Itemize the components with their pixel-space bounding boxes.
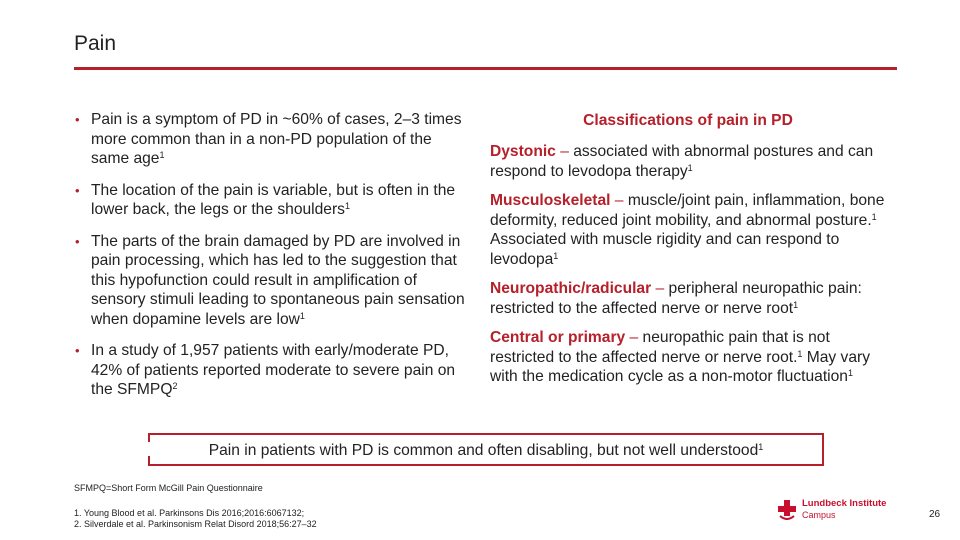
classification-item-musculoskeletal [490,191,890,269]
classification-term: Musculoskeletal [490,192,611,209]
classification-text: associated with abnormal postures and can respond to levodopa therapy [490,143,874,180]
bullet-text: The parts of the brain damaged by PD are involved in pain processing, which has led to the suggestion that this hypofunction could result in amplification of sensory stimuli leading to spontaneous pain sensation when dopamine levels are low [91,232,465,328]
key-message-banner [148,433,824,466]
citation-sup: 1 [797,348,803,359]
bullet-study [74,341,474,400]
classification-text-continued: May vary with the medication cycle as a non-motor fluctuation [490,348,871,385]
classification-item-neuropathic [490,279,890,318]
page-number: 26 [929,509,941,520]
citation-sup: 1 [687,162,693,173]
classification-text: neuropathic pain that is not restricted to the affected nerve or nerve root. [490,329,830,366]
classification-item-central [490,328,890,387]
bullet-dot-icon: • [75,343,80,358]
references [74,508,317,530]
lundbeck-institute-logo-icon [778,500,796,520]
bullet-dot-icon: • [75,182,80,198]
bullet-brain-parts [74,232,474,330]
classification-item-dystonic [490,142,890,181]
classification-term: Dystonic [490,143,556,160]
citation-sup: 1 [344,201,350,211]
classification-dash: – [610,192,628,209]
citation-sup: 1 [847,368,853,378]
classification-text: muscle/joint pain, inflammation, bone deformity, reduced joint mobility, and abnormal posture. [490,192,885,229]
bullet-text: In a study of 1,957 patients with early/moderate PD, 42% of patients reported moderate to severe pain on the SFMPQ [91,342,456,398]
classification-term: Neuropathic/radicular [490,280,652,297]
bullet-dot-icon: • [75,233,80,249]
citation-sup: 1 [758,442,764,452]
right-column [490,112,890,397]
citation-sup: 1 [553,250,559,261]
logo-line1: Lundbeck Institute [802,498,887,509]
classification-dash: – [625,329,643,346]
citation-sup: 1 [871,211,877,222]
logo-line2: Campus [802,510,836,520]
title-rule [74,67,897,70]
reference-item: 2. Silverdale et al. Parkinsonism Relat Disord 2018;56:27–32 [74,519,317,529]
classification-title: Classifications of pain in PD [583,112,793,129]
classification-term: Central or primary [490,329,626,346]
bullet-location [74,181,474,220]
bullet-prevalence [74,110,474,169]
classification-text: peripheral neuropathic pain: restricted to the affected nerve or nerve root [490,280,862,317]
slide-title: Pain [74,32,117,55]
bullet-dot-icon: • [75,112,80,127]
citation-sup: 1 [793,299,799,310]
abbreviation-footnote: SFMPQ=Short Form McGill Pain Questionnaire [74,483,263,493]
citation-sup: 2 [172,381,178,391]
classification-dash: – [651,280,669,297]
reference-item: 1. Young Blood et al. Parkinsons Dis 2016;2016:6067132; [74,508,305,518]
classification-dash: – [555,143,574,160]
citation-sup: 1 [159,150,165,160]
left-column [74,110,474,412]
bullet-text: Pain is a symptom of PD in ~60% of cases, 2–3 times more common than in a non-PD population of the same age [91,111,462,167]
banner-text: Pain in patients with PD is common and often disabling, but not well understood [208,442,759,459]
bullet-text: The location of the pain is variable, but is often in the lower back, the legs or the shoulders [91,181,456,218]
classification-text-continued: Associated with muscle rigidity and can respond to levodopa [490,231,840,268]
banner-border-gap [146,442,152,456]
citation-sup: 1 [299,310,305,321]
